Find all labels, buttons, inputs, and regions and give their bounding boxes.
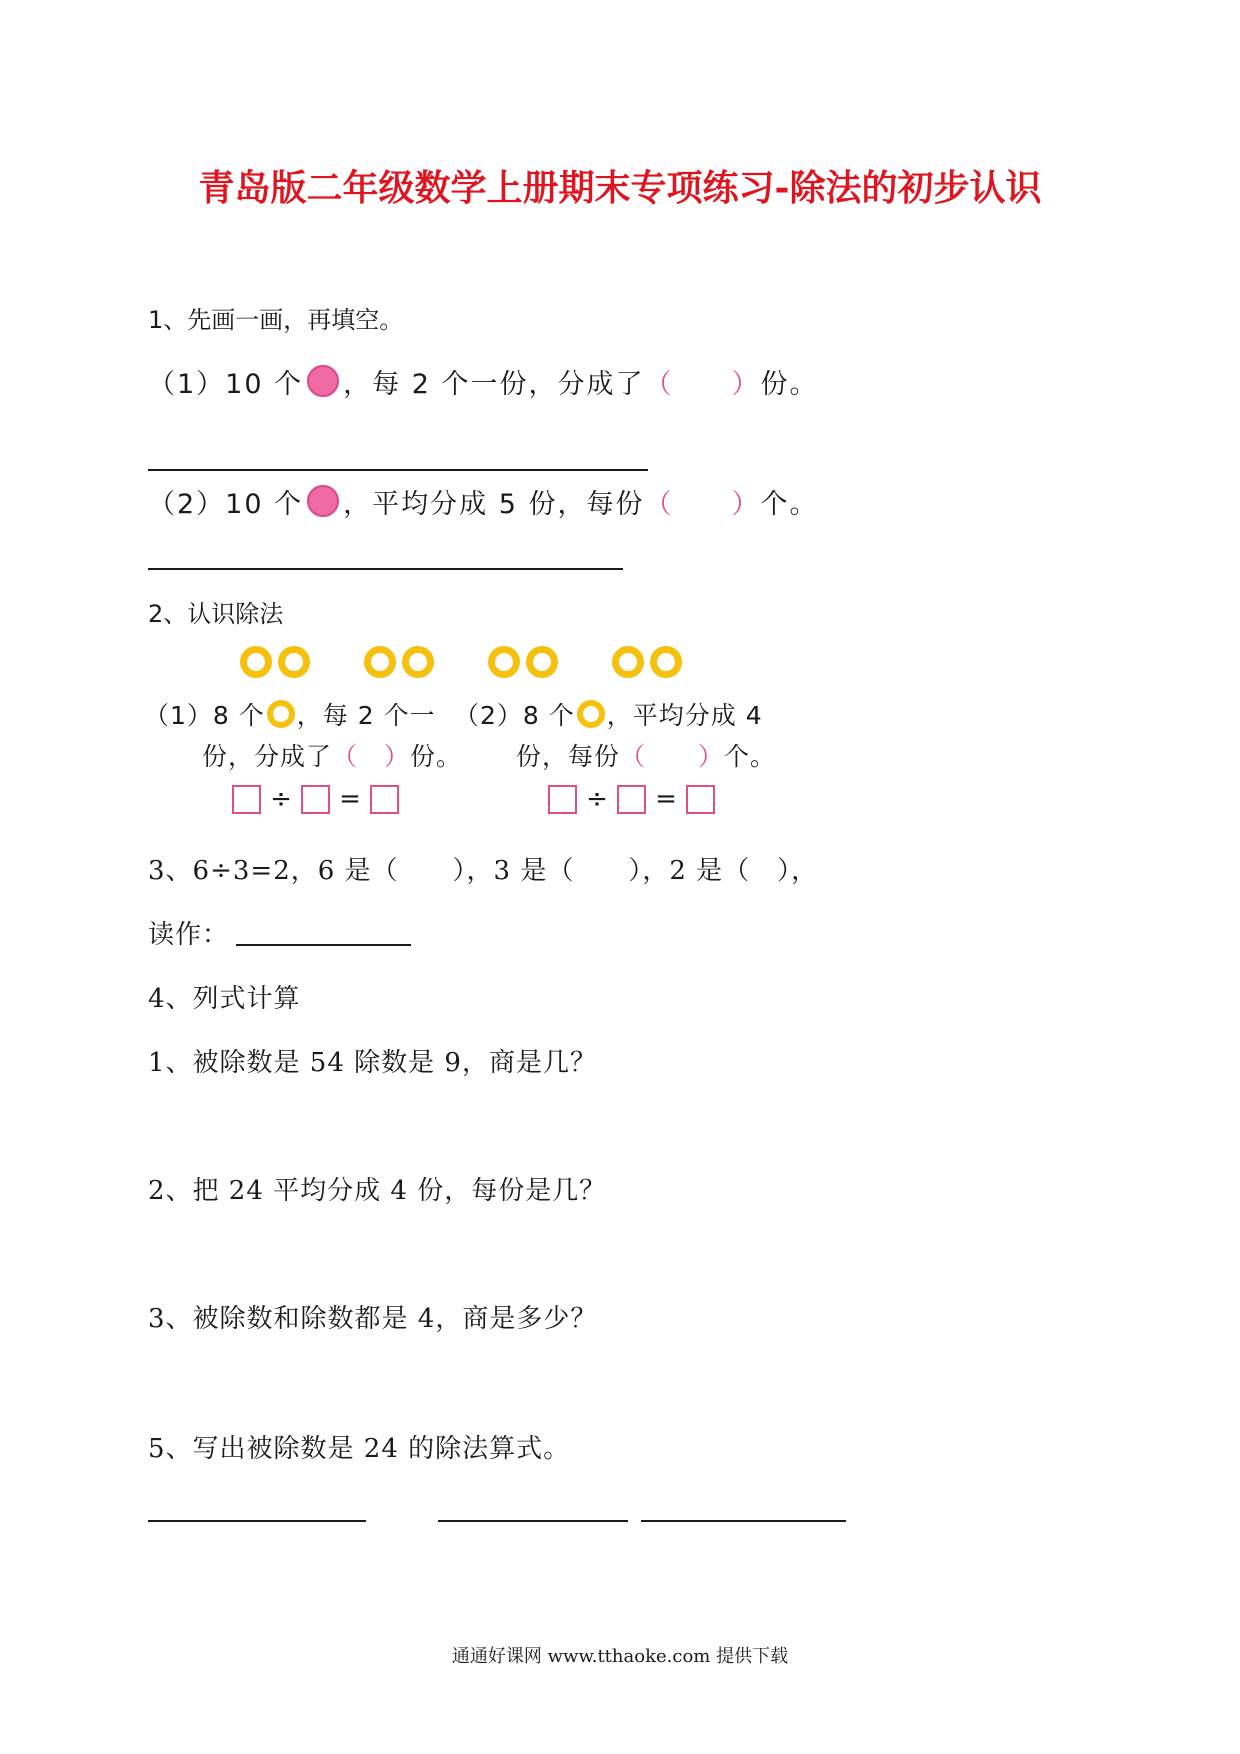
answer-box[interactable] bbox=[370, 785, 399, 814]
q2-right-blank[interactable]: （ ） bbox=[620, 742, 725, 771]
answer-box[interactable] bbox=[686, 785, 715, 814]
q4-item-2: 2、把 24 平均分成 4 份，每份是几？ bbox=[148, 1176, 607, 1206]
q1-part1-middle: ，每 2 个一份，分成了 bbox=[343, 369, 645, 400]
q3-read-label: 读作： bbox=[148, 920, 230, 950]
yellow-ring-icon bbox=[402, 646, 434, 678]
q4-item-3: 3、被除数和除数都是 4，商是多少？ bbox=[148, 1304, 598, 1334]
ring-groups bbox=[240, 646, 680, 678]
yellow-ring-icon bbox=[577, 700, 605, 728]
q4-item-1: 1、被除数是 54 除数是 9，商是几？ bbox=[148, 1048, 597, 1078]
q2-right-suffix: ，平均分成 4 bbox=[606, 701, 763, 730]
yellow-ring-icon bbox=[650, 646, 682, 678]
q2-left-blank[interactable]: （ ） bbox=[332, 742, 411, 771]
q2-left-line2-prefix: 份，分成了 bbox=[202, 742, 333, 771]
q1-heading: 1、先画一画，再填空。 bbox=[148, 306, 404, 334]
q2-left-equation bbox=[232, 784, 399, 814]
q3-text: 3、6÷3=2，6 是（ ），3 是（ ），2 是（ ）， bbox=[148, 856, 819, 886]
footer-text: 通通好课网 www.tthaoke.com 提供下载 bbox=[451, 1646, 789, 1667]
yellow-ring-icon bbox=[278, 646, 310, 678]
q2-left-suffix: ，每 2 个一 bbox=[296, 701, 436, 730]
q2-right-prefix: （2）8 个 bbox=[454, 701, 575, 730]
q2-left-prefix: （1）8 个 bbox=[144, 701, 265, 730]
q1-part2-prefix: （2）10 个 bbox=[148, 489, 304, 520]
q2-left-line1 bbox=[144, 696, 436, 732]
q1-part1 bbox=[148, 362, 818, 401]
page-title: 青岛版二年级数学上册期末专项练习-除法的初步认识 bbox=[198, 167, 1042, 209]
q1-part1-suffix: 份。 bbox=[760, 369, 819, 400]
q1-part2-blank[interactable]: （ ） bbox=[644, 489, 761, 520]
q2-right-line2-prefix: 份，每份 bbox=[516, 742, 621, 771]
division-sign: ÷ bbox=[270, 784, 292, 814]
q2-right-equation bbox=[548, 784, 715, 814]
pink-dot-icon bbox=[307, 365, 339, 397]
q1-part2 bbox=[148, 482, 818, 521]
q2-left-line2 bbox=[202, 737, 462, 773]
q2-right-line1 bbox=[454, 696, 763, 732]
division-sign: ÷ bbox=[586, 784, 608, 814]
q1-part2-middle: ，平均分成 5 份，每份 bbox=[343, 489, 645, 520]
answer-box[interactable] bbox=[232, 785, 261, 814]
q5-answer-line-3[interactable] bbox=[641, 1520, 846, 1522]
q4-heading: 4、列式计算 bbox=[148, 984, 301, 1014]
q1-part1-prefix: （1）10 个 bbox=[148, 369, 304, 400]
yellow-ring-icon bbox=[364, 646, 396, 678]
equals-sign: = bbox=[339, 784, 361, 814]
q2-right-line2 bbox=[516, 737, 776, 773]
yellow-ring-icon bbox=[240, 646, 272, 678]
answer-box[interactable] bbox=[617, 785, 646, 814]
answer-box[interactable] bbox=[548, 785, 577, 814]
q1-part2-drawing-line[interactable] bbox=[148, 568, 623, 570]
yellow-ring-icon bbox=[526, 646, 558, 678]
q5-text: 5、写出被除数是 24 的除法算式。 bbox=[148, 1434, 571, 1464]
pink-dot-icon bbox=[307, 485, 339, 517]
q5-answer-line-1[interactable] bbox=[148, 1520, 366, 1522]
yellow-ring-icon bbox=[488, 646, 520, 678]
q1-part1-drawing-line[interactable] bbox=[148, 469, 648, 471]
q2-left-line2-suffix: 份。 bbox=[410, 742, 463, 771]
yellow-ring-icon bbox=[612, 646, 644, 678]
equals-sign: = bbox=[655, 784, 677, 814]
q1-part2-suffix: 个。 bbox=[760, 489, 819, 520]
q2-right-line2-suffix: 个。 bbox=[724, 742, 777, 771]
answer-box[interactable] bbox=[301, 785, 330, 814]
q1-part1-blank[interactable]: （ ） bbox=[644, 369, 761, 400]
yellow-ring-icon bbox=[267, 700, 295, 728]
q5-answer-line-2[interactable] bbox=[438, 1520, 628, 1522]
q3-read-answer-line[interactable] bbox=[236, 944, 411, 946]
q2-heading: 2、认识除法 bbox=[148, 600, 284, 628]
